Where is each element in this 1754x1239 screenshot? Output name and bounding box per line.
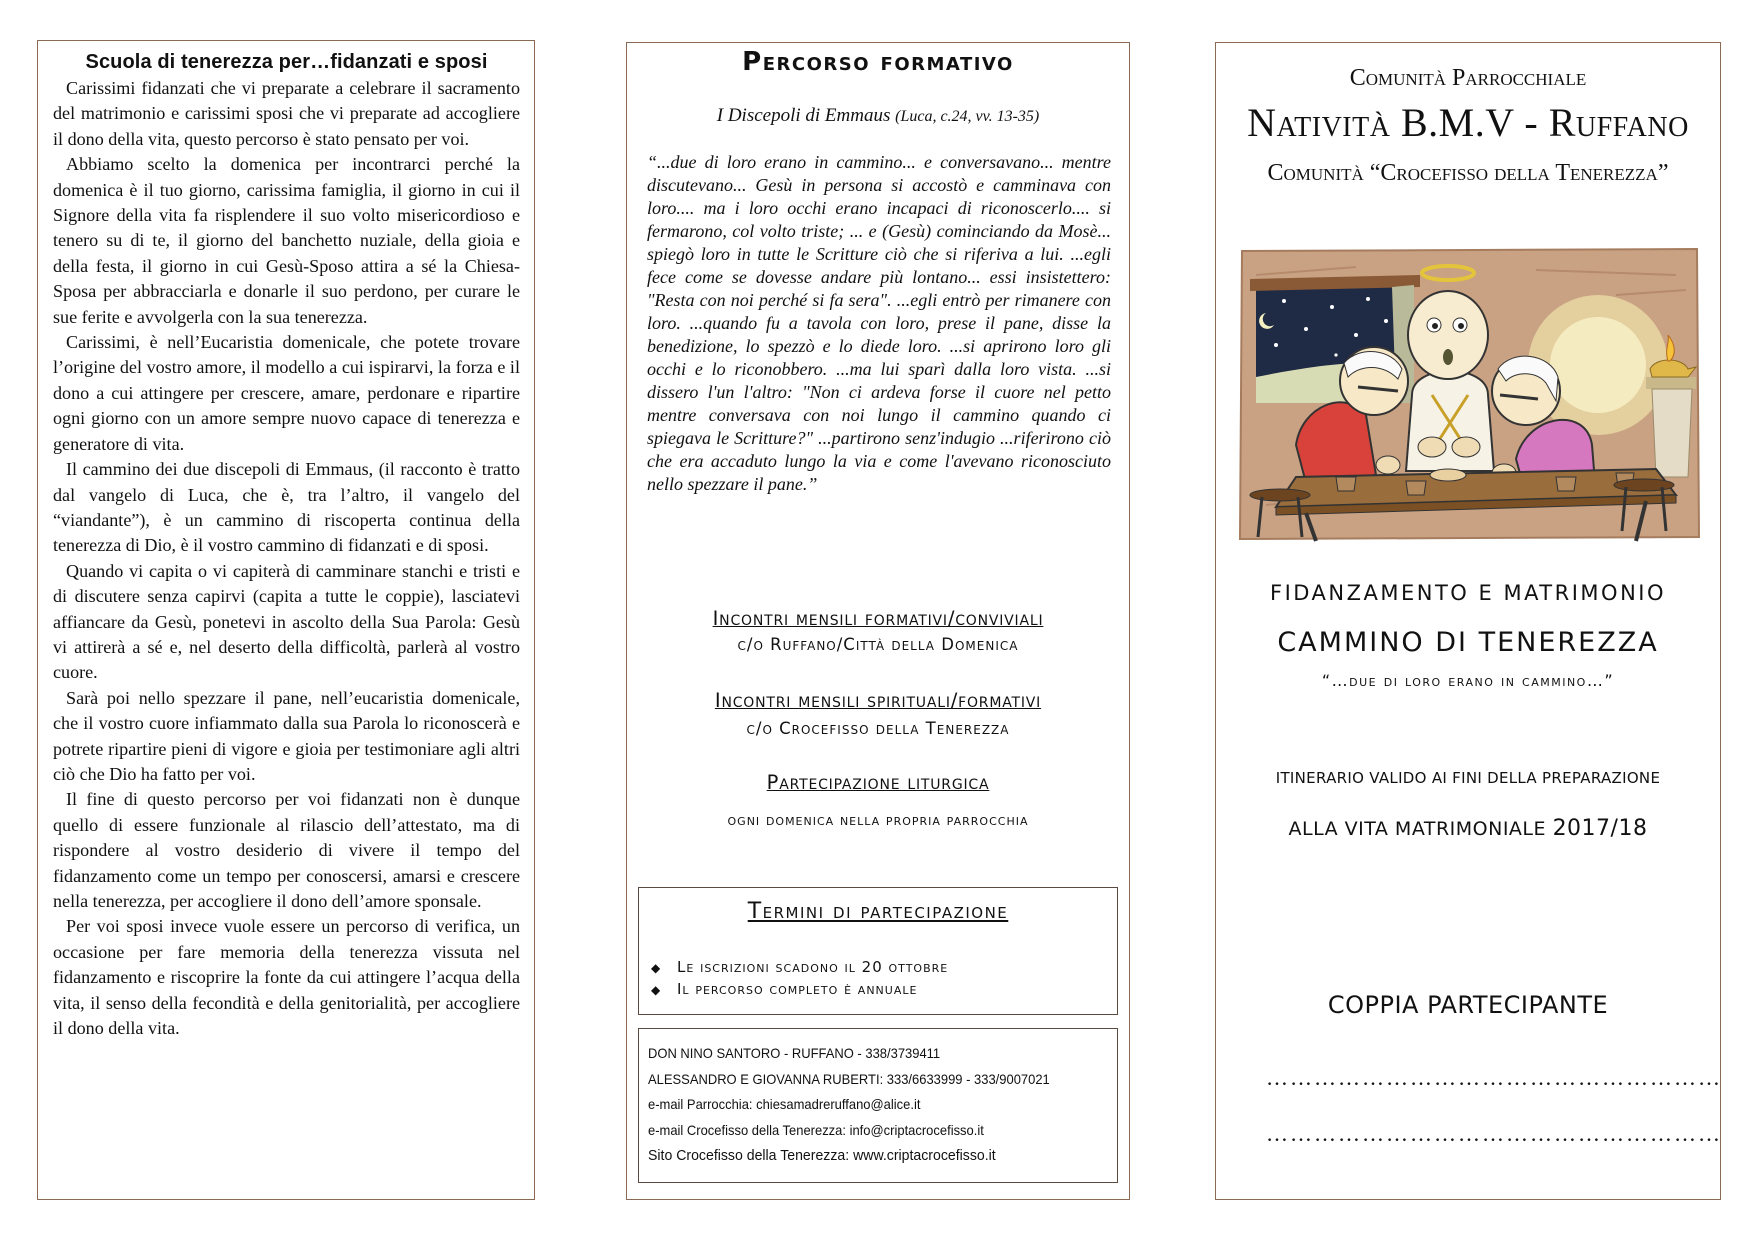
itinerary-note-2 [1216, 816, 1720, 841]
program-subtitle [627, 105, 1129, 127]
meeting-location-2: c/o Crocefisso della Tenerezza [746, 719, 1010, 738]
contact-email-crocefisso[interactable]: e-mail Crocefisso della Tenerezza: info@criptacrocefisso.it [648, 1122, 984, 1138]
letter-title: Scuola di tenerezza per…fidanzati e sposi [85, 51, 488, 73]
letter-paragraph: Il fine di questo percorso per voi fidanzati non è dunque quello di essere funzionale al rilascio dell’attestato, ma di rispondere al vostro desiderio di vivere il tempo del fidanzamento come un tempo per conoscersi, amarsi e crescere nella tenerezza, per accogliere il dono dell’amore sponsale. [53, 789, 520, 911]
emmaus-quote: “...due di loro erano in cammino... e conversavano... mentre discutevano... Gesù in persona si accostò e camminava con loro.... ma i loro occhi erano incapaci di riconoscerlo.... si fermarono, col volto triste; ... e (Gesù) cominciando da Mosè... spiegò loro in tutte le Scritture ciò che si riferiva a lui. ...egli fece come se dovesse andare più lontano... essi insistettero: "Resta con noi perché si fa sera". ...egli entrò per rimanere con loro. ...quando fu a tavola con loro, prese il pane, disse la benedizione, lo spezzò e lo diede loro. ...si aprirono loro gli occhi e lo riconobbero. ...ma lui sparì dalla loro vista. ...si dissero l'un l'altro: "Non ci ardeva forse il cuore nel petto mentre conversava con noi lungo il cammino quando ci spiegava le Scritture?" ...partirono senz'indugio ...riferirono ciò che era accaduto lungo la via e come l'avevano riconosciuto nello spezzare il pane.” [647, 152, 1111, 494]
letter-paragraph: Per voi sposi invece vuole essere un percorso di verifica, un occasione per fare memoria della tenerezza vissuta nel fidanzamento e riscoprire la fonte da cui attingere l’acqua della vita, il senso della fecondità e della genitorialità, per accogliere il dono della vita. [53, 916, 520, 1039]
itinerary-note: ITINERARIO VALIDO AI FINI DELLA PREPARAZIONE [1275, 769, 1661, 787]
panel-right-cover [1215, 42, 1721, 1200]
contact-email-parish[interactable]: e-mail Parrocchia: chiesamadreruffano@alice.it [648, 1097, 921, 1112]
term-item [651, 980, 917, 998]
program-title: Percorso formativo [742, 47, 1014, 77]
meeting-location-3: ogni domenica nella propria parrocchia [727, 811, 1029, 829]
terms-heading: Termini di partecipazione [747, 899, 1009, 924]
panel-left-letter [37, 40, 535, 1200]
letter-paragraph: Carissimi fidanzati che vi preparate a celebrare il sacramento del matrimonio e carissimi sposi che vi preparate ad accogliere il dono della vita, questo percorso è stato pensato per voi. [53, 78, 520, 149]
term-text: Il percorso completo è annuale [677, 980, 918, 998]
meeting-heading-3: Partecipazione liturgica [766, 771, 990, 794]
diamond-bullet-icon: ◆ [651, 983, 662, 997]
couple-label: COPPIA PARTECIPANTE [1327, 991, 1609, 1019]
couple-name-line-1[interactable]: ………………………………………………… [1266, 1065, 1722, 1090]
parish-name: Natività B.M.V - Ruffano [1247, 100, 1689, 145]
year-label: 2017/18 [1552, 816, 1648, 841]
heading-engagement-marriage: FIDANZAMENTO E MATRIMONIO [1269, 581, 1667, 605]
community-crocefisso: Comunità “Crocefisso della Tenerezza” [1267, 160, 1669, 186]
contact-priest: DON NINO SANTORO - RUFFANO - 338/3739411 [648, 1046, 941, 1061]
heading-path-of-tenderness: CAMMINO DI TENEREZZA [1277, 627, 1659, 658]
terms-box [638, 887, 1118, 1015]
subtitle-text: I Discepoli di Emmaus [716, 105, 891, 126]
meeting-heading-2: Incontri mensili spirituali/formativi [714, 689, 1042, 712]
letter-paragraph: Carissimi, è nell’Eucaristia domenicale, che potete trovare l’origine del vostro amore, il modello a cui ispirarvi, la forza e il dono a cui attingere per crescere, amare, perdonare e ripartire ogni giorno con un amore sempre nuovo capace di tenerezza e generatore di vita. [53, 332, 520, 454]
contact-website[interactable]: Sito Crocefisso della Tenerezza: www.criptacrocefisso.it [648, 1147, 996, 1164]
letter-paragraph: Sarà poi nello spezzare il pane, nell’eucaristia domenicale, che il vostro cuore infiammato dalla sua Parola lo riconoscerà e potrete ripartire pieni di vigore e gioia per testimoniare agli altri ciò che Dio ha fatto per voi. [53, 687, 520, 784]
community-label: Comunità Parrocchiale [1349, 65, 1587, 91]
letter-paragraph: Abbiamo scelto la domenica per incontrarci perché la domenica è il tuo giorno, carissima famiglia, il giorno in cui il Signore della vita fa risplendere il suo volto misericordioso e tenero su di te, il giorno del banchetto nuziale, della gioia e della festa, il giorno in cui Gesù-Sposo attira a sé la Chiesa-Sposa per abbracciarla e donarle il suo perdono, per curare le sue ferite e avvolgerla con la sua tenerezza. [53, 154, 520, 327]
cover-quote: “…due di loro erano in cammino…” [1321, 671, 1615, 690]
meeting-heading-1: Incontri mensili formativi/conviviali [712, 607, 1044, 630]
gospel-reference: (Luca, c.24, vv. 13-35) [895, 108, 1040, 125]
panel-middle-program [626, 42, 1130, 1200]
term-text: Le iscrizioni scadono il 20 ottobre [677, 958, 949, 976]
meeting-location-1: c/o Ruffano/Città della Domenica [737, 635, 1019, 654]
diamond-bullet-icon: ◆ [651, 961, 662, 975]
term-item [651, 958, 948, 976]
contacts-box [638, 1028, 1118, 1183]
supper-at-emmaus-illustration [1236, 245, 1703, 541]
contact-couple: ALESSANDRO E GIOVANNA RUBERTI: 333/6633999 - 333/9007021 [648, 1071, 1050, 1087]
letter-paragraph: Il cammino dei due discepoli di Emmaus, (il racconto è tratto dal vangelo di Luca, che è, tra l’altro, il vangelo del “viandante”), è un cammino di riscoperta continua della tenerezza di Dio, è il vostro cammino di fidanzati e di sposi. [53, 459, 520, 556]
itinerary-text: ALLA VITA MATRIMONIALE [1288, 818, 1547, 840]
couple-name-line-2[interactable]: ………………………………………………… [1266, 1121, 1722, 1146]
letter-paragraph: Quando vi capita o vi capiterà di camminare stanchi e tristi e di discutere senza capirvi (capita a tutte le coppie), lasciatevi affiancare da Gesù, ponetevi in ascolto della Sua Parola: Gesù vi attirerà a sé e, nel deserto della difficoltà, parlerà al vostro cuore. [53, 560, 520, 683]
